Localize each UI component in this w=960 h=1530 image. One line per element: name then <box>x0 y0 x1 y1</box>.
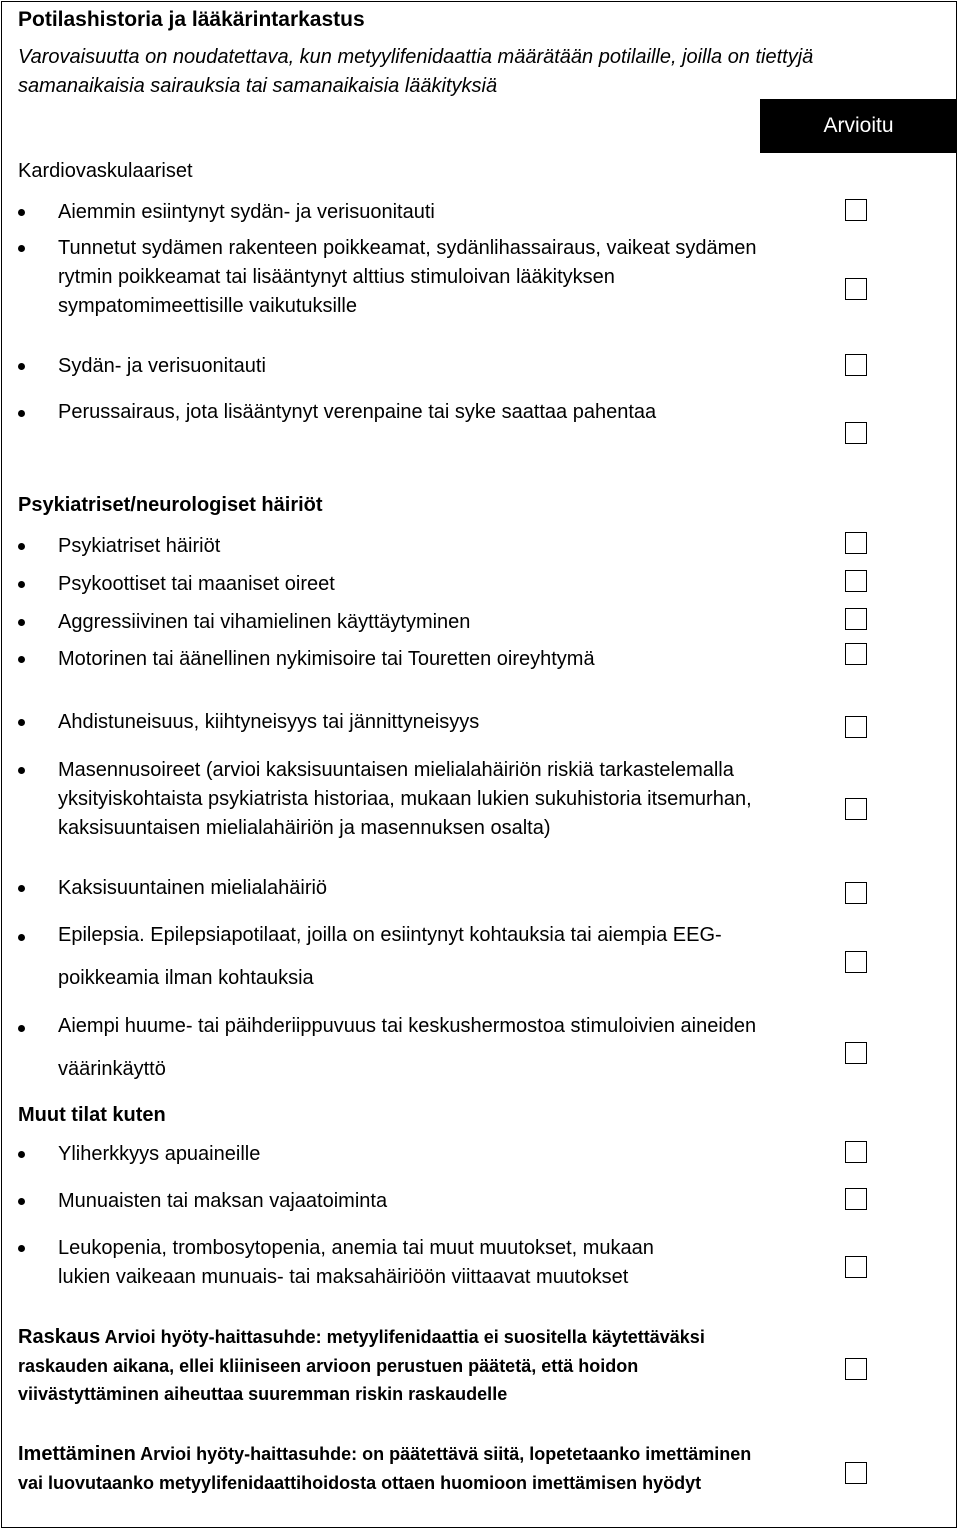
breastfeeding-note <box>18 1440 758 1497</box>
assessed-checkbox[interactable] <box>845 199 867 221</box>
section-title-cardio: Kardiovaskulaariset <box>18 160 193 182</box>
item-text: Psykoottiset tai maaniset oireet <box>58 573 335 595</box>
item-text: Motorinen tai äänellinen nykimisoire tai Touretten oireyhtymä <box>58 648 595 670</box>
bullet-icon <box>18 209 25 216</box>
assessed-checkbox[interactable] <box>845 951 867 973</box>
assessed-checkbox[interactable] <box>845 1462 867 1484</box>
item-text: Sydän- ja verisuonitauti <box>58 355 266 377</box>
assessed-checkbox[interactable] <box>845 643 867 665</box>
assessed-checkbox[interactable] <box>845 354 867 376</box>
bullet-icon <box>18 543 25 550</box>
assessed-checkbox[interactable] <box>845 716 867 738</box>
assessed-checkbox[interactable] <box>845 882 867 904</box>
bullet-icon <box>18 581 25 588</box>
assessed-checkbox[interactable] <box>845 570 867 592</box>
section-title-psych: Psykiatriset/neurologiset häiriöt <box>18 494 323 516</box>
bullet-icon <box>18 767 25 774</box>
assessed-checkbox[interactable] <box>845 532 867 554</box>
item-text: Yliherkkyys apuaineille <box>58 1143 261 1165</box>
item-text: Aiemmin esiintynyt sydän- ja verisuonitauti <box>58 201 435 223</box>
item-text: Tunnetut sydämen rakenteen poikkeamat, sydänlihassairaus, vaikeat sydämen rytmin poikkeamat tai lisääntynyt alttius stimuloivan lääkityksen sympatomimeettisille vaikutuksille <box>58 237 757 317</box>
bullet-icon <box>18 1025 25 1032</box>
bullet-icon <box>18 1245 25 1252</box>
bullet-icon <box>18 410 25 417</box>
bullet-icon <box>18 1198 25 1205</box>
page-title: Potilashistoria ja lääkärintarkastus <box>18 8 365 31</box>
assessed-checkbox[interactable] <box>845 278 867 300</box>
item-text: Leukopenia, trombosytopenia, anemia tai muut muutokset, mukaan lukien vaikeaan munuais- tai maksahäiriöön viittaavat muutokset <box>58 1237 654 1288</box>
item-text: Kaksisuuntainen mielialahäiriö <box>58 877 328 899</box>
pregnancy-text: Arvioi hyöty-haittasuhde: metyylifenidaattia ei suositella käytettäväksi raskauden aikana, ellei kliiniseen arvioon perustuen päätetä, että hoidon viivästyttäminen aiheuttaa suuremman riskin raskaudelle <box>18 1327 705 1404</box>
item-text: Aggressiivinen tai vihamielinen käyttäytyminen <box>58 611 471 633</box>
bullet-icon <box>18 656 25 663</box>
section-title-other: Muut tilat kuten <box>18 1104 166 1126</box>
assessed-checkbox[interactable] <box>845 1188 867 1210</box>
assessed-checkbox[interactable] <box>845 1141 867 1163</box>
item-text: Perussairaus, jota lisääntynyt verenpaine tai syke saattaa pahentaa <box>58 401 657 423</box>
assessed-checkbox[interactable] <box>845 1042 867 1064</box>
breastfeeding-label: Imettäminen <box>18 1443 136 1465</box>
bullet-icon <box>18 245 25 252</box>
item-text: Munuaisten tai maksan vajaatoiminta <box>58 1190 388 1212</box>
bullet-icon <box>18 934 25 941</box>
item-text: Masennusoireet (arvioi kaksisuuntaisen mielialahäiriön riskiä tarkastelemalla yksityiskohtaista psykiatrista historiaa, mukaan lukien sukuhistoria itsemurhan, kaksisuuntaisen mielialahäiriön ja masennuksen osalta) <box>58 759 752 839</box>
item-text: Ahdistuneisuus, kiihtyneisyys tai jännittyneisyys <box>58 711 480 733</box>
pregnancy-note <box>18 1323 758 1409</box>
page-subtitle: Varovaisuutta on noudatettava, kun metyylifenidaattia määrätään potilaille, joilla on tiettyjä samanaikaisia sairauksia tai samanaikaisia lääkityksiä <box>18 46 814 97</box>
assessed-checkbox[interactable] <box>845 1256 867 1278</box>
assessed-checkbox[interactable] <box>845 422 867 444</box>
assessed-checkbox[interactable] <box>845 1358 867 1380</box>
assessed-checkbox[interactable] <box>845 798 867 820</box>
bullet-icon <box>18 885 25 892</box>
assessed-column-header: Arvioitu <box>760 99 957 153</box>
bullet-icon <box>18 1151 25 1158</box>
item-text: Epilepsia. Epilepsiapotilaat, joilla on esiintynyt kohtauksia tai aiempia EEG-poikkeamia ilman kohtauksia <box>58 924 722 989</box>
item-text: Psykiatriset häiriöt <box>58 535 221 557</box>
bullet-icon <box>18 619 25 626</box>
item-text: Aiempi huume- tai päihderiippuvuus tai keskushermostoa stimuloivien aineiden väärinkäyttö <box>58 1015 757 1080</box>
bullet-icon <box>18 363 25 370</box>
pregnancy-label: Raskaus <box>18 1326 101 1348</box>
bullet-icon <box>18 719 25 726</box>
breastfeeding-text: Arvioi hyöty-haittasuhde: on päätettävä siitä, lopetetaanko imettäminen vai luovutaanko metyylifenidaattihoidosta ottaen huomioon imettämisen hyödyt <box>18 1444 752 1493</box>
assessed-checkbox[interactable] <box>845 608 867 630</box>
